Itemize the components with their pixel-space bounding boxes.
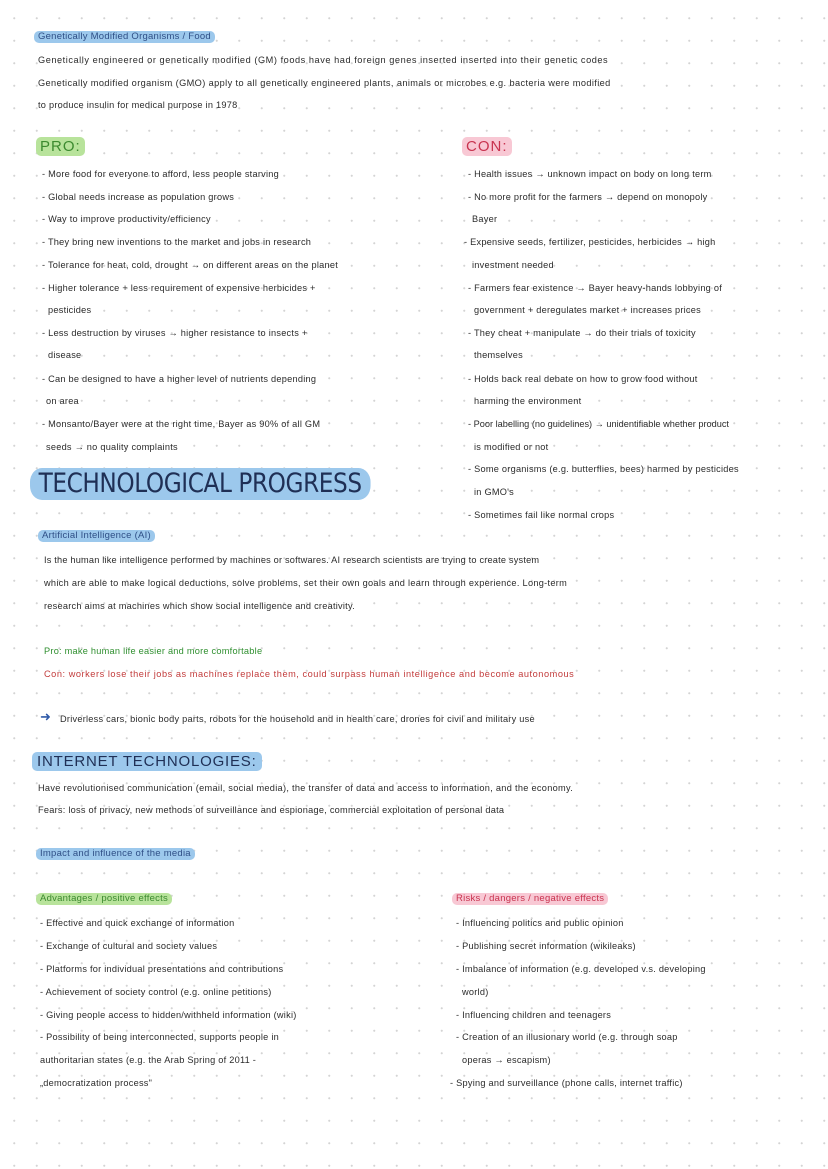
media-heading: Impact and influence of the media — [36, 848, 195, 860]
con-line: - Sometimes fail like normal crops — [468, 510, 615, 520]
pro-heading: PRO: — [36, 137, 85, 156]
pro-line: - Tolerance for heat, cold, drought → on different areas on the planet — [42, 260, 339, 270]
con-line: - Holds back real debate on how to grow food without — [468, 374, 698, 384]
pro-line: pesticides — [48, 305, 92, 315]
risk-line: - Influencing children and teenagers — [456, 1010, 612, 1020]
pro-line: on area — [46, 396, 79, 406]
arrow-right-icon: ➜ — [40, 709, 52, 724]
risk-line: - Publishing secret information (wikileaks) — [456, 941, 636, 951]
advantage-line: - Achievement of society control (e.g. online petitions) — [40, 987, 272, 997]
pro-line: - They bring new inventions to the market and jobs in research — [42, 237, 312, 247]
con-line: - Expensive seeds, fertilizer, pesticides, herbicides → high — [464, 237, 716, 247]
con-line: - Some organisms (e.g. butterflies, bees) harmed by pesticides — [468, 464, 739, 474]
con-line: investment needed — [472, 260, 554, 270]
ai-con: Con: workers lose their jobs as machines replace them, could surpass human intelligence and become autonomous — [44, 669, 575, 679]
advantages-heading: Advantages / positive effects — [36, 893, 172, 905]
con-line: - Poor labelling (no guidelines) → unidentifiable whether product — [468, 419, 729, 429]
pro-line: disease — [48, 350, 82, 360]
pro-line: - Monsanto/Bayer were at the right time, Bayer as 90% of all GM — [42, 419, 321, 429]
con-line: - Farmers fear existence → Bayer heavy-hands lobbying of — [468, 283, 723, 293]
pro-line: - Global needs increase as population grows — [42, 192, 235, 202]
advantage-line: - Platforms for individual presentations and contributions — [40, 964, 284, 974]
pro-line: - More food for everyone to afford, less people starving — [42, 169, 280, 179]
ai-line-3: research aims at machines which show social intelligence and creativity. — [44, 601, 355, 611]
risks-heading: Risks / dangers / negative effects — [452, 893, 608, 905]
con-line: - They cheat + manipulate → do their trials of toxicity — [468, 328, 696, 338]
con-line: themselves — [474, 350, 523, 360]
con-line: - Health issues → unknown impact on body on long term — [468, 169, 712, 179]
gmo-intro-line-2: Genetically modified organism (GMO) apply to all genetically engineered plants, animals or microbes e.g. bacteria were modified — [38, 78, 611, 88]
risk-line: - Imbalance of information (e.g. developed v.s. developing — [456, 964, 706, 974]
advantage-line: - Exchange of cultural and society values — [40, 941, 218, 951]
internet-line-1: Have revolutionised communication (email, social media), the transfer of data and access to information, and the economy. — [38, 783, 574, 793]
advantage-line: - Effective and quick exchange of information — [40, 918, 235, 928]
pro-line: - Can be designed to have a higher level of nutrients depending — [42, 374, 317, 384]
tech-heading: TECHNOLOGICAL PROGRESS — [30, 468, 370, 500]
ai-line-1: Is the human like intelligence performed by machines or softwares. AI research scientists are trying to create system — [44, 555, 540, 565]
risk-line: - Spying and surveillance (phone calls, internet traffic) — [450, 1078, 683, 1088]
con-line: - No more profit for the farmers → depend on monopoly — [468, 192, 708, 202]
advantage-line: - Possibility of being interconnected, supports people in — [40, 1032, 279, 1042]
advantage-line: authoritarian states (e.g. the Arab Spring of 2011 - — [40, 1055, 257, 1065]
pro-line: - Higher tolerance + less requirement of expensive herbicides + — [42, 283, 316, 293]
advantage-line: „democratization process" — [40, 1078, 153, 1088]
advantage-line: - Giving people access to hidden/withheld information (wiki) — [40, 1010, 297, 1020]
ai-pro: Pro: make human life easier and more comfortable — [44, 646, 263, 656]
con-line: government + deregulates market + increases prices — [474, 305, 701, 315]
con-line: is modified or not — [474, 442, 549, 452]
con-line: in GMO's — [474, 487, 514, 497]
gmo-intro-line-3: to produce insulin for medical purpose in 1978 — [38, 100, 238, 110]
ai-heading: Artificial Intelligence (AI) — [38, 530, 155, 542]
ai-line-2: which are able to make logical deductions, solve problems, set their own goals and learn through experience. Long-term — [44, 578, 568, 588]
risk-line: - Influencing politics and public opinion — [456, 918, 624, 928]
internet-heading: INTERNET TECHNOLOGIES: — [32, 752, 262, 771]
con-line: harming the environment — [474, 396, 582, 406]
pro-line: - Less destruction by viruses → higher resistance to insects + — [42, 328, 308, 338]
risk-line: world) — [462, 987, 489, 997]
pro-line: - Way to improve productivity/efficiency — [42, 214, 211, 224]
internet-line-2: Fears: loss of privacy, new methods of surveillance and espionage, commercial exploitation of personal data — [38, 805, 505, 815]
risk-line: operas → escapism) — [462, 1055, 551, 1065]
con-heading: CON: — [462, 137, 512, 156]
gmo-heading: Genetically Modified Organisms / Food — [34, 31, 215, 43]
ai-examples: Driverless cars, bionic body parts, robots for the household and in health care, drones for civil and military use — [60, 714, 535, 724]
risk-line: - Creation of an illusionary world (e.g. through soap — [456, 1032, 678, 1042]
gmo-intro-line-1: Genetically engineered or genetically modified (GM) foods have had foreign genes inserted inserted into their genetic codes — [38, 55, 609, 65]
pro-line: seeds → no quality complaints — [46, 442, 178, 452]
con-line: Bayer — [472, 214, 498, 224]
